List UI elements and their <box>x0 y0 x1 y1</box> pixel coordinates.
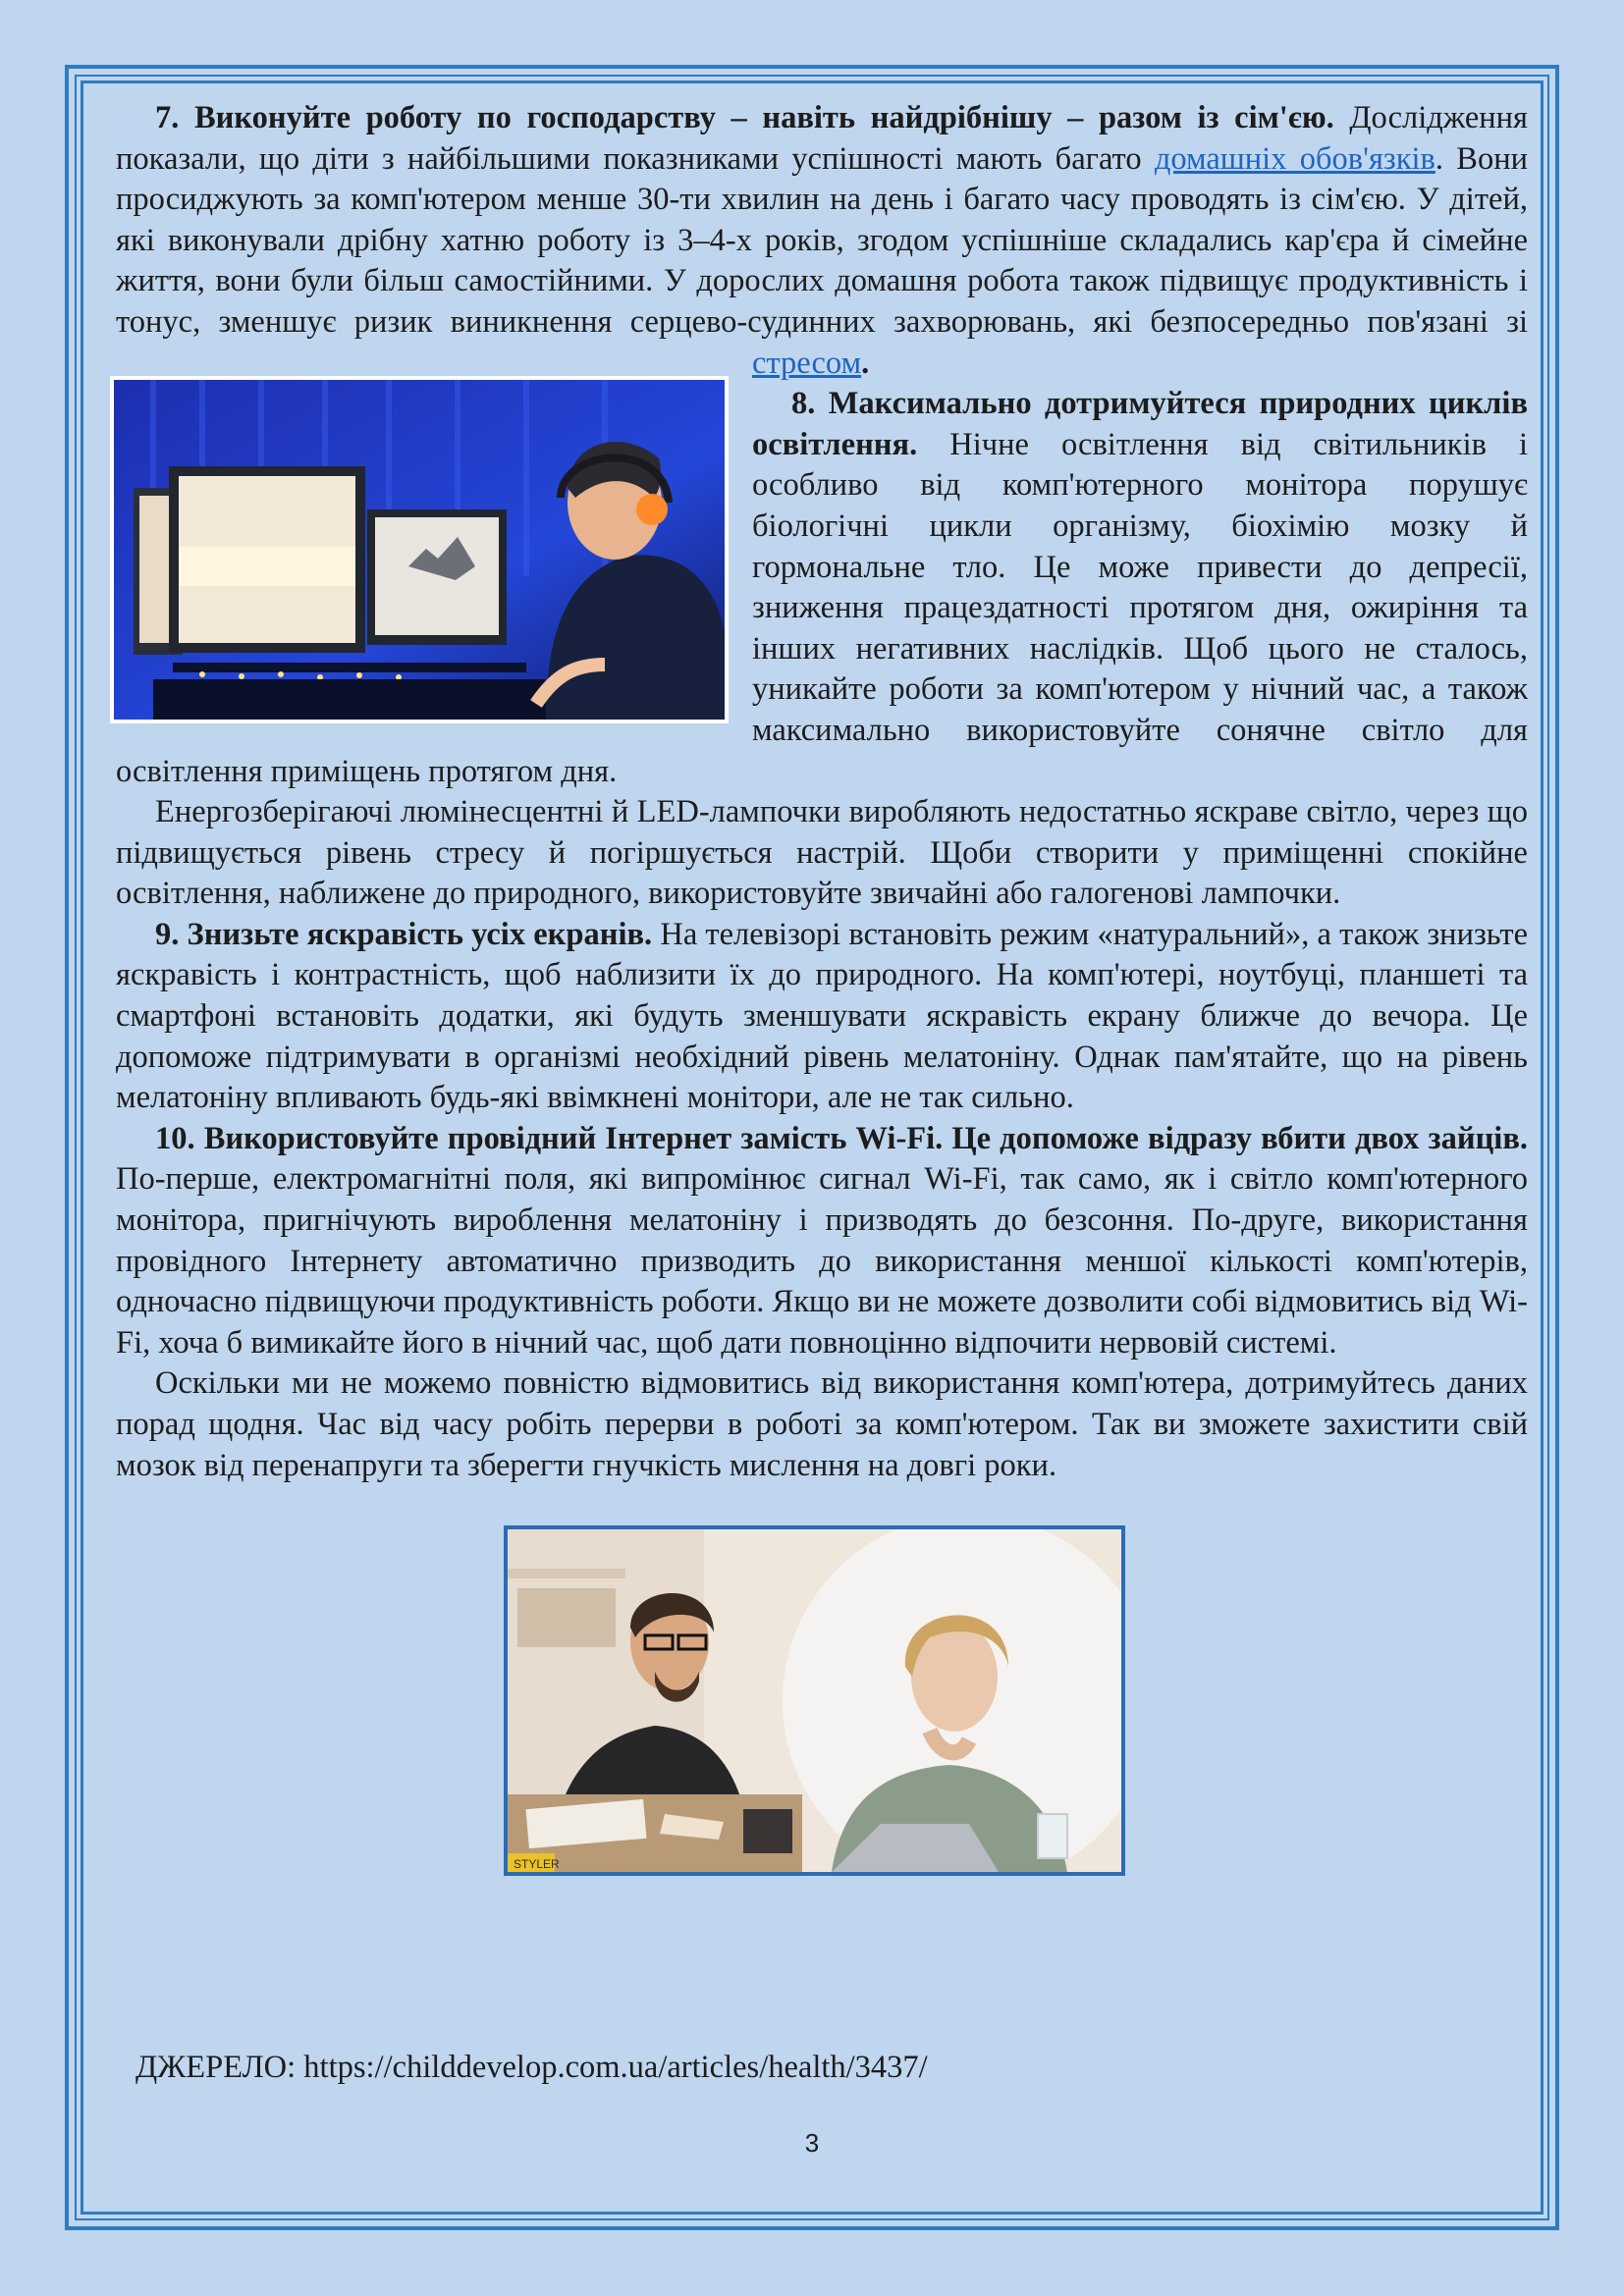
lamps-paragraph: Енергозберігаючі люмінесцентні й LED-лампочки виробляють недостатньо яскраве світло, через що підвищується рівень стресу й погіршується настрій. Щоби створити у приміщенні спокійне освітлення, наближене до природного, використовуйте звичайні або галогенові лампочки. <box>116 794 1528 912</box>
photo-logo-text: STYLER <box>513 1857 560 1872</box>
section-7-text-a: Дослідження показали, що діти з найбільшими показниками успішності мають багато <box>116 100 1528 177</box>
source-line: ДЖЕРЕЛО: https://childdevelop.com.ua/articles/health/3437/ <box>135 2050 928 2085</box>
final-paragraph: Оскільки ми не можемо повністю відмовитись від використання комп'ютера, дотримуйтесь даних порад щодня. Час від часу робіть перерви в роботі за комп'ютером. Так ви зможете захистити свій мозок від перенапруги та зберегти гнучкість мислення на довгі роки. <box>116 1365 1528 1483</box>
section-8-title: 8. Максимально дотримуйтеся природних циклів освітлення. <box>752 386 1528 462</box>
page-number: 3 <box>804 2128 820 2158</box>
article-body <box>116 98 1528 1876</box>
section-10-paragraph <box>116 1119 1528 1364</box>
section-10-text: По-перше, електромагнітні поля, які випромінює сигнал Wi-Fi, так само, як і світло комп'ютерного монітора, пригнічують вироблення мелатоніну і призводять до безсоння. По-друге, використання провідного Інтернету автоматично призводить до використання меншої кількості комп'ютерів, одночасно підвищуючи продуктивність роботи. Якщо ви не можете дозволити собі відмовитись від Wi-Fi, хоча б вимикайте його в нічний час, щоб дати повноцінно відпочити нервовій системі. <box>116 1161 1528 1361</box>
link-household-chores[interactable]: домашніх обов'язків <box>1154 140 1435 177</box>
section-8-text: Нічне освітлення від світильників і особливо від комп'ютерного монітора порушує біологічні цикли організму, біохімію мозку й гормональне тло. Це може привести до депресії, зниження працездатності протягом дня, ожиріння та інших негативних наслідків. Щоб цього не сталось, уникайте роботи за комп'ютером у нічний час, а також максимально використовуйте сонячне світло для освітлення приміщень протягом дня. <box>116 426 1528 789</box>
section-10-title: 10. Використовуйте провідний Інтернет замість Wi-Fi. Це допоможе відразу вбити двох зайців. <box>155 1120 1528 1156</box>
section-7-title: 7. Виконуйте роботу по господарству – навіть найдрібнішу – разом із сім'єю. <box>155 100 1334 135</box>
photo-man-and-woman <box>504 1525 1125 1876</box>
section-7-end: . <box>861 345 870 381</box>
section-9-text: На телевізорі встановіть режим «натуральний», а також знизьте яскравість і контрастність, щоб наблизити їх до природного. На комп'ютері, ноутбуці, планшеті та смартфоні встановіть додатки, які будуть зменшувати яскравість екрану ближче до вечора. Це допоможе підтримувати в організмі необхідний рівень мелатоніну. Однак пам'ятайте, що на рівень мелатоніну впливають будь-які ввімкнені монітори, але не так сильно. <box>116 916 1529 1116</box>
section-9-paragraph <box>116 915 1528 1119</box>
link-stress[interactable]: стресом <box>752 345 862 381</box>
section-7-text-b: . Вони просиджують за комп'ютером менше 30-ти хвилин на день і багато часу проводять із сім'єю. У дітей, які виконували дрібну хатню роботу із 3–4-х років, згодом успішніше складались кар'єра й сімейне життя, вони були більш самостійними. У дорослих домашня робота також підвищує продуктивність і тонус, зменшує ризик виникнення серцево-судинних захворювань, які безпосередньо пов'язані зі <box>116 140 1528 340</box>
section-9-title: 9. Знизьте яскравість усіх екранів. <box>155 916 653 952</box>
section-7-paragraph <box>116 98 1528 384</box>
photo-boy-at-computer <box>110 376 729 723</box>
